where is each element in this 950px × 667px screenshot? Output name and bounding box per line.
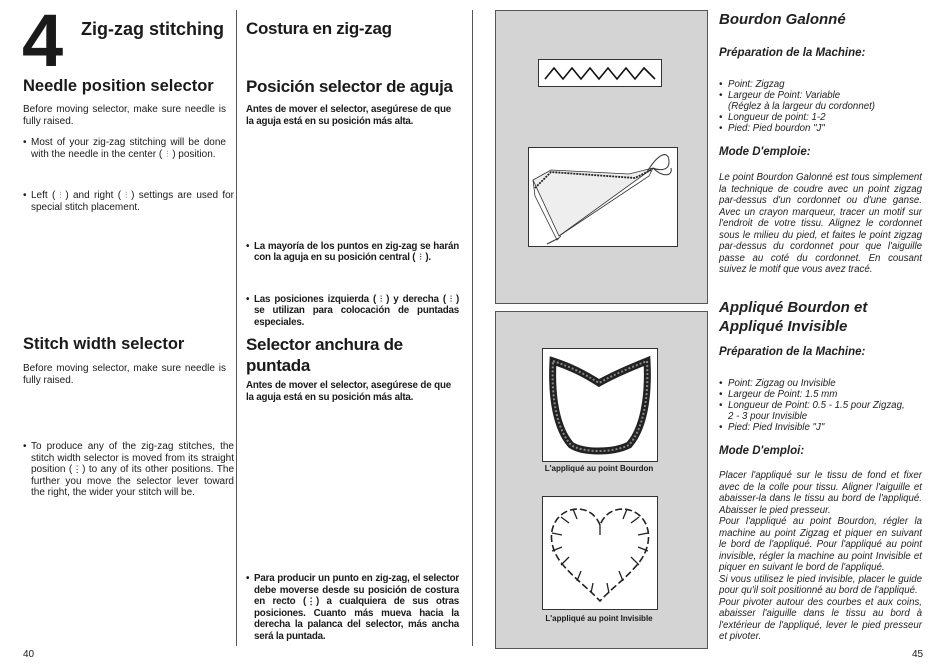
list-item-text: 2 - 3 pour Invisible <box>728 411 808 422</box>
applique-figure-panel <box>495 311 708 649</box>
spanish-needle-bullet-lr-text-b: ) y derecha ( <box>386 293 446 305</box>
needle-bullet-center-text-b: ) position. <box>172 148 216 160</box>
spanish-stitch-width-bullet: • Para producir un punto en zig-zag, el selector debe moverse desde su posición de costura en recto (⋮) a cualquiera de sus otras posiciones. Cuanto más mueva hacia la derecha la palanca del selector, más ancha será la puntada. <box>246 573 459 642</box>
list-item: • Largeur de Point: 1.5 mm <box>719 389 838 400</box>
tulip-applique-icon <box>543 349 657 461</box>
invisible-applique-illustration <box>542 496 658 610</box>
list-item-text: Pied: Pied bourdon "J" <box>728 123 825 134</box>
needle-bullet-left-right: • Left ( ⫶ ) and right ( ⫶ ) settings are used for special stitch placement. <box>23 190 234 213</box>
stitch-width-intro: Before moving selector, make sure needle is fully raised. <box>23 363 226 386</box>
stitch-width-bullet-text-b: ) to any of its other positions. The further you move the selector lever toward the right, the wider your stitch will be. <box>31 464 234 498</box>
applique-prep-heading: Préparation de la Machine: <box>719 346 866 358</box>
needle-center-icon: ⫶ <box>166 148 169 159</box>
list-item-text: Point: Zigzag <box>728 79 785 90</box>
column-divider-middle <box>472 10 473 646</box>
spanish-needle-bullet-center-text-a: La mayoría de los puntos en zig-zag se harán con la aguja en su posición central ( <box>254 240 459 263</box>
needle-bullet-lr-text-b: ) and right ( <box>65 190 122 201</box>
list-item-text: (Réglez à la largeur du cordonnet) <box>728 101 876 112</box>
spanish-needle-right-icon: ⫶ <box>449 293 452 304</box>
list-item-text: Point: Zigzag ou Invisible <box>728 378 836 389</box>
bourdon-mode-text: Le point Bourdon Galonné est tous simplement la technique de coudre avec un point zigzag par-dessus d'un cordonnet ou d'une ganse. Avec un crayon marqueur, tracer un motif sur l'endroit de votre tissu. Alignez le cordonnet sous le milieu du pied, et faites le point zigzag par-dessus du cordonnet pour que l'aiguille passe au coté du cordonnet. En cousant suivez le motif que vous avez tracé. <box>719 172 922 275</box>
zigzag-stitch-sample <box>538 59 662 87</box>
applique-mode-text <box>719 470 922 643</box>
list-item: • Point: Zigzag ou Invisible <box>719 378 836 389</box>
applique-mode-text-p2: Pour l'appliqué au point Bourdon, régler la machine au point Zigzag et piquer en suivant le bord de l'appliqué. Pour l'appliqué au point invisible, régler la machine au point Invisible et piquer en suivant le bord de l'appliqué. <box>719 516 922 573</box>
needle-bullet-lr-text-c: ) settings are used for special stitch placement. <box>31 190 234 213</box>
needle-intro: Before moving selector, make sure needle is fully raised. <box>23 104 226 127</box>
bourdon-galonne-title: Bourdon Galonné <box>719 11 846 28</box>
needle-right-icon: ⫶ <box>124 190 128 200</box>
couching-fabric-illustration <box>528 147 678 247</box>
straight-stitch-icon: ⋮ <box>72 464 82 474</box>
list-item: • Longueur de point: 1-2 <box>719 112 826 123</box>
list-item-text: Largeur de Point: 1.5 mm <box>728 389 838 400</box>
list-item <box>719 411 931 422</box>
spanish-needle-bullet-lr-text-c: ) se utilizan para colocación de puntadas especiales. <box>254 293 459 328</box>
spanish-needle-bullet-center: • La mayoría de los puntos en zig-zag se harán con la aguja en su posición central ( ⫶ ). <box>246 240 459 263</box>
applique-prep-list <box>719 378 931 433</box>
needle-bullet-center-text-a: Most of your zig-zag stitching will be done with the needle in the center ( <box>31 137 226 160</box>
spanish-title: Costura en zig-zag <box>246 19 392 38</box>
spanish-stitch-width-heading: Selector anchura de puntada <box>246 335 403 375</box>
bourdon-prep-heading: Préparation de la Machine: <box>719 47 866 59</box>
list-item: • Pied: Pied Invisible "J" <box>719 422 825 433</box>
invisible-applique-caption: L'appliqué au point Invisible <box>545 614 653 623</box>
applique-mode-heading: Mode D'emploi: <box>719 445 805 457</box>
spanish-needle-bullet-left-right: • Las posiciones izquierda ( ⫶ ) y derecha ( ⫶ ) se utilizan para colocación de puntadas especiales. <box>246 293 459 328</box>
list-item: • Largeur de Point: Variable <box>719 90 841 101</box>
list-item <box>719 101 931 112</box>
spanish-needle-center-icon: ⫶ <box>419 252 422 262</box>
needle-bullet-center: • Most of your zig-zag stitching will be done with the needle in the center ( ⫶ ) position. <box>23 137 226 160</box>
applique-mode-text-p1: Placer l'appliqué sur le tissu de fond et fixer avec de la colle pour tissu. Aligner l'aiguille et abaisser-la dans le tissu au bord de l'appliqué. Abaisser le pied presseur. <box>719 470 922 516</box>
bourdon-mode-heading: Mode D'emploie: <box>719 146 811 158</box>
heart-applique-icon <box>543 497 657 609</box>
stitch-width-bullet: • To produce any of the zig-zag stitches, the stitch width selector is moved from its straight position (⋮) to any of its other positions. The further you move the selector lever toward the right, the wider your stitch will be. <box>23 441 234 498</box>
spanish-stitch-width-bullet-text-b: ) a cualquiera de sus otras posiciones. Cuanto más mueva hacia la derecha la palanca del selector, más ancha será la puntada. <box>254 596 459 642</box>
spanish-needle-intro: Antes de mover el selector, asegúrese de que la aguja está en su posición más alta. <box>246 104 451 127</box>
list-item-text: Longueur de point: 1-2 <box>728 112 826 123</box>
spanish-straight-stitch-icon: ⋮ <box>306 596 316 606</box>
list-item: • Longueur de Point: 0.5 - 1.5 pour Zigzag, <box>719 400 905 411</box>
chapter-number: 4 <box>22 0 64 82</box>
bourdon-applique-illustration <box>542 348 658 462</box>
zigzag-line-icon <box>539 60 661 86</box>
bourdon-applique-caption: L'appliqué au point Bourdon <box>544 464 654 473</box>
list-item-text: Pied: Pied Invisible "J" <box>728 422 825 433</box>
list-item: • Pied: Pied bourdon "J" <box>719 123 825 134</box>
list-item-text: Largeur de Point: Variable <box>728 90 841 101</box>
needle-bullet-lr-text-a: Left ( <box>31 190 56 201</box>
spanish-needle-left-icon: ⫶ <box>380 293 383 304</box>
spanish-stitch-width-bullet-text-a: Para producir un punto en zig-zag, el selector debe moverse desde su posición de costura en recto ( <box>254 573 459 607</box>
chapter-title: Zig-zag stitching <box>81 19 224 39</box>
needle-position-heading: Needle position selector <box>23 77 214 95</box>
list-item: • Point: Zigzag <box>719 79 785 90</box>
fabric-cord-icon <box>529 148 677 246</box>
stitch-width-bullet-text-a: To produce any of the zig-zag stitches, the stitch width selector is moved from its straight position ( <box>31 441 234 475</box>
page-number-left: 40 <box>23 649 35 660</box>
needle-left-icon: ⫶ <box>59 190 62 200</box>
stitch-width-heading: Stitch width selector <box>23 335 185 353</box>
applique-mode-text-p3: Si vous utilisez le pied invisible, placer le guide pour qu'il soit positionné au bord de l'appliqué. <box>719 573 922 596</box>
page-number-right: 45 <box>912 649 924 660</box>
column-divider-left <box>236 10 237 646</box>
applique-title: Appliqué Bourdon et Appliqué Invisible <box>719 299 868 335</box>
applique-mode-text-p4: Pour pivoter autour des courbes et aux coins, abaisser l'aiguille dans le tissu au bord à l'extérieur de l'appliqué, lever le pied presseur et pivoter. <box>719 596 922 642</box>
spanish-stitch-width-intro: Antes de mover el selector, asegúrese de que la aguja está en su posición más alta. <box>246 380 451 403</box>
bourdon-prep-list <box>719 79 931 134</box>
spanish-needle-heading: Posición selector de aguja <box>246 77 453 96</box>
spanish-needle-bullet-lr-text-a: Las posiciones izquierda ( <box>254 293 377 305</box>
bourdon-figure-panel <box>495 10 708 304</box>
list-item-text: Longueur de Point: 0.5 - 1.5 pour Zigzag, <box>728 400 905 411</box>
spanish-needle-bullet-center-text-b: ). <box>425 252 431 263</box>
